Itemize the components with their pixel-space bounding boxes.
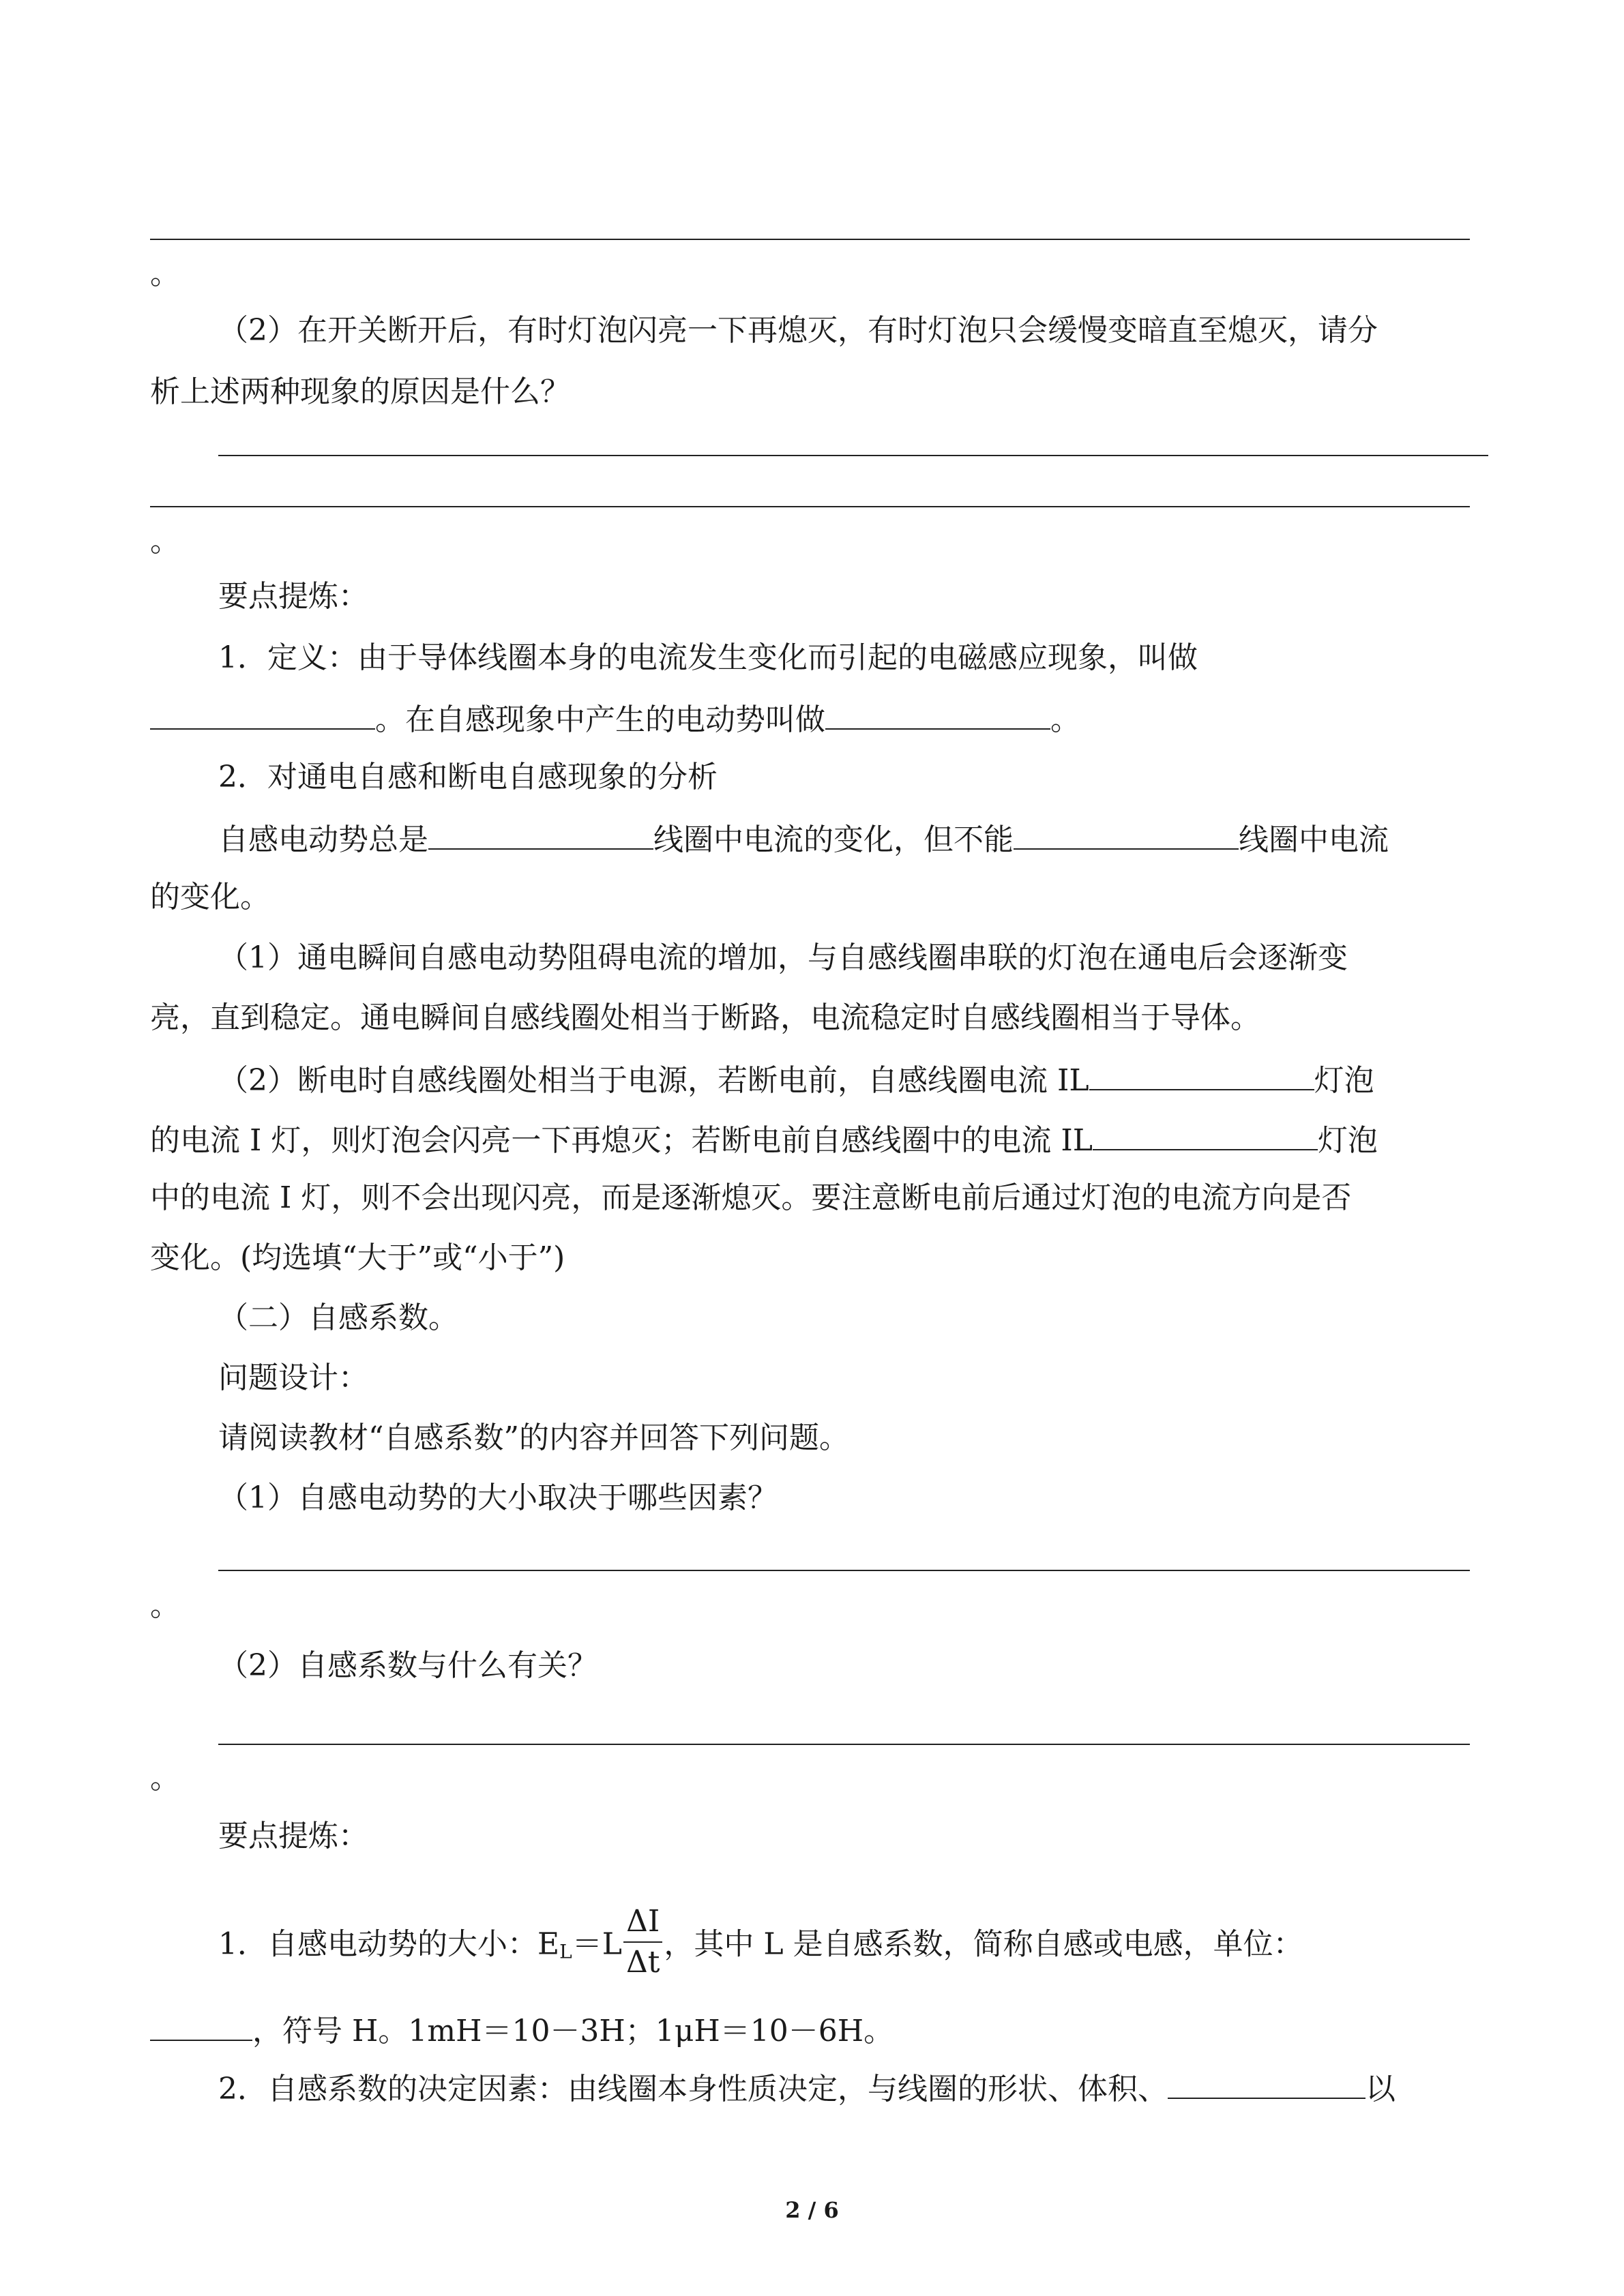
factor-line: 2．自感系数的决定因素：由线圈本身性质决定，与线圈的形状、体积、 以 (218, 2066, 1396, 2110)
question-text: （1）自感电动势的大小取决于哪些因素？ (218, 1480, 778, 1515)
section-heading: （二）自感系数。 (218, 1300, 458, 1335)
period: 。 (150, 1588, 180, 1623)
period: 。 (150, 524, 180, 558)
answer-line (218, 1744, 1470, 1745)
subsection-title: 2．对通电自感和断电自感现象的分析 (218, 760, 718, 794)
instruction-text: 请阅读教材“自感系数”的内容并回答下列问题。 (218, 1420, 849, 1455)
paragraph-text: 中的电流 I 灯，则不会出现闪亮，而是逐渐熄灭。要注意断电前后通过灯泡的电流方向是否 (150, 1180, 1352, 1215)
fill-blank[interactable] (825, 697, 1050, 730)
paragraph-text: 亮，直到稳定。通电瞬间自感线圈处相当于断路，电流稳定时自感线圈相当于导体。 (150, 1000, 1260, 1035)
paragraph-text: 的电流 I 灯，则灯泡会闪亮一下再熄灭；若断电前自感线圈中的电流 IL 灯泡 (150, 1118, 1378, 1161)
question-text: （2）在开关断开后，有时灯泡闪亮一下再熄灭，有时灯泡只会缓慢变暗直至熄灭，请分 (218, 313, 1378, 348)
section-heading: 要点提炼： (218, 579, 368, 614)
emf-text: 的变化。 (150, 880, 270, 914)
paragraph-text: 变化。(均选填“大于”或“小于”) (150, 1240, 565, 1275)
question-text: （2）自感系数与什么有关？ (218, 1648, 597, 1683)
fill-blank[interactable] (428, 817, 653, 850)
fill-blank[interactable] (150, 697, 375, 730)
answer-line (218, 455, 1488, 456)
page-number: 2 / 6 (785, 2197, 839, 2223)
paragraph-text: （2）断电时自感线圈处相当于电源，若断电前，自感线圈电流 IL 灯泡 (218, 1058, 1374, 1101)
answer-line (150, 506, 1470, 507)
period: 。 (150, 256, 180, 291)
fill-blank[interactable] (1168, 2066, 1365, 2099)
formula-line: 1．自感电动势的大小：$E_L=L$ $\frac{\Delta I}{\Delta t}$ ，其中 L 是自感系数，简称自感或电感，单位： (218, 1906, 1303, 1986)
section-heading: 问题设计： (218, 1360, 368, 1395)
fill-blank[interactable] (1014, 817, 1239, 850)
definition-text: 。在自感现象中产生的电动势叫做 。 (150, 697, 1080, 741)
fill-blank[interactable] (150, 2008, 252, 2041)
section-heading: 要点提炼： (218, 1819, 368, 1853)
answer-line (150, 239, 1470, 240)
fraction: $\frac{\Delta I}{\Delta t}$ (623, 1902, 662, 1982)
answer-line (218, 1570, 1470, 1571)
paragraph-text: （1）通电瞬间自感电动势阻碍电流的增加，与自感线圈串联的灯泡在通电后会逐渐变 (218, 940, 1348, 975)
fill-blank[interactable] (1089, 1058, 1314, 1090)
emf-text: 自感电动势总是 线圈中电流的变化，但不能 线圈中电流 (218, 817, 1389, 861)
period: 。 (150, 1761, 180, 1795)
question-text: 析上述两种现象的原因是什么？ (150, 374, 570, 409)
definition-text: 1．定义：由于导体线圈本身的电流发生变化而引起的电磁感应现象，叫做 (218, 640, 1198, 675)
fill-blank[interactable] (1093, 1118, 1318, 1150)
unit-line: ，符号 H。1mH＝10－3H；1μH＝10－6H。 (150, 2008, 894, 2052)
